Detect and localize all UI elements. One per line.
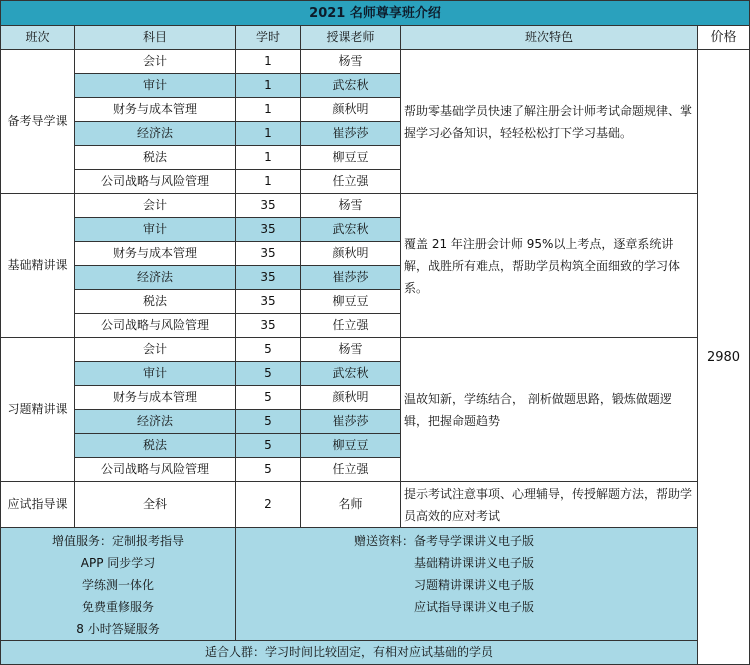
feature-cell: 温故知新，学练结合， 剖析做题思路，锻炼做题逻辑，把握命题趋势 <box>401 338 698 482</box>
table-row <box>1 482 750 528</box>
teacher-cell: 任立强 <box>301 458 401 482</box>
header-subject: 科目 <box>75 26 236 50</box>
feature-cell: 帮助零基础学员快速了解注册会计师考试命题规律、掌握学习必备知识，轻轻松松打下学习基础。 <box>401 50 698 194</box>
subject-cell: 全科 <box>75 482 236 528</box>
teacher-cell: 颜秋明 <box>301 242 401 266</box>
service-item: 免费重修服务 <box>81 600 154 614</box>
subject-cell: 经济法 <box>75 266 236 290</box>
hours-cell: 35 <box>236 266 301 290</box>
class-name: 习题精讲课 <box>1 338 75 482</box>
teacher-cell: 杨雪 <box>301 338 401 362</box>
teacher-cell: 颜秋明 <box>301 98 401 122</box>
teacher-cell: 杨雪 <box>301 194 401 218</box>
hours-cell: 5 <box>236 410 301 434</box>
page-title: 2021 名师尊享班介绍 <box>1 1 750 26</box>
teacher-cell: 颜秋明 <box>301 386 401 410</box>
hours-cell: 1 <box>236 50 301 74</box>
hours-cell: 35 <box>236 242 301 266</box>
class-name: 基础精讲课 <box>1 194 75 338</box>
services-label: 增值服务： <box>51 534 112 548</box>
hours-cell: 5 <box>236 458 301 482</box>
gift-item: 基础精讲课讲义电子版 <box>414 556 535 570</box>
service-item: APP 同步学习 <box>80 556 156 570</box>
header-hours: 学时 <box>236 26 301 50</box>
teacher-cell: 任立强 <box>301 314 401 338</box>
hours-cell: 1 <box>236 98 301 122</box>
table-row <box>1 338 750 362</box>
table-row <box>1 50 750 74</box>
teacher-cell: 武宏秋 <box>301 74 401 98</box>
subject-cell: 税法 <box>75 434 236 458</box>
service-item: 学练测一体化 <box>81 578 154 592</box>
subject-cell: 公司战略与风险管理 <box>75 170 236 194</box>
gift-item: 习题精讲课讲义电子版 <box>414 578 535 592</box>
suitable-row <box>1 641 750 665</box>
hours-cell: 5 <box>236 386 301 410</box>
subject-cell: 会计 <box>75 194 236 218</box>
header-row <box>1 26 750 50</box>
feature-cell: 覆盖 21 年注册会计师 95%以上考点，逐章系统讲解，战胜所有难点，帮助学员构筑全面细致的学习体系。 <box>401 194 698 338</box>
gifts-label: 赠送资料： <box>354 534 415 548</box>
price-cell: 2980 <box>698 50 750 665</box>
subject-cell: 审计 <box>75 74 236 98</box>
hours-cell: 5 <box>236 434 301 458</box>
service-item: 定制报考指导 <box>112 534 185 548</box>
teacher-cell: 武宏秋 <box>301 362 401 386</box>
subject-cell: 公司战略与风险管理 <box>75 314 236 338</box>
teacher-cell: 柳豆豆 <box>301 290 401 314</box>
teacher-cell: 杨雪 <box>301 50 401 74</box>
subject-cell: 公司战略与风险管理 <box>75 458 236 482</box>
subject-cell: 审计 <box>75 218 236 242</box>
teacher-cell: 名师 <box>301 482 401 528</box>
teacher-cell: 武宏秋 <box>301 218 401 242</box>
subject-cell: 经济法 <box>75 410 236 434</box>
hours-cell: 1 <box>236 146 301 170</box>
subject-cell: 税法 <box>75 146 236 170</box>
subject-cell: 会计 <box>75 338 236 362</box>
header-price: 价格 <box>698 26 750 50</box>
hours-cell: 1 <box>236 122 301 146</box>
suitable-audience: 适合人群：学习时间比较固定，有相对应试基础的学员 <box>1 641 698 665</box>
header-teacher: 授课老师 <box>301 26 401 50</box>
hours-cell: 2 <box>236 482 301 528</box>
teacher-cell: 柳豆豆 <box>301 434 401 458</box>
subject-cell: 财务与成本管理 <box>75 98 236 122</box>
teacher-cell: 崔莎莎 <box>301 266 401 290</box>
hours-cell: 35 <box>236 194 301 218</box>
teacher-cell: 崔莎莎 <box>301 410 401 434</box>
hours-cell: 35 <box>236 218 301 242</box>
header-class: 班次 <box>1 26 75 50</box>
hours-cell: 35 <box>236 314 301 338</box>
service-item: 8 小时答疑服务 <box>76 622 160 636</box>
class-name: 应试指导课 <box>1 482 75 528</box>
class-name: 备考导学课 <box>1 50 75 194</box>
hours-cell: 1 <box>236 170 301 194</box>
hours-cell: 5 <box>236 362 301 386</box>
subject-cell: 审计 <box>75 362 236 386</box>
teacher-cell: 柳豆豆 <box>301 146 401 170</box>
hours-cell: 35 <box>236 290 301 314</box>
value-added-services <box>1 528 236 641</box>
teacher-cell: 崔莎莎 <box>301 122 401 146</box>
feature-cell: 提示考试注意事项、心理辅导，传授解题方法，帮助学员高效的应对考试 <box>401 482 698 528</box>
table-row <box>1 194 750 218</box>
gift-materials <box>236 528 698 641</box>
hours-cell: 5 <box>236 338 301 362</box>
hours-cell: 1 <box>236 74 301 98</box>
gift-item: 应试指导课讲义电子版 <box>414 600 535 614</box>
subject-cell: 税法 <box>75 290 236 314</box>
teacher-cell: 任立强 <box>301 170 401 194</box>
services-row <box>1 528 750 641</box>
header-feature: 班次特色 <box>401 26 698 50</box>
subject-cell: 财务与成本管理 <box>75 242 236 266</box>
gift-item: 备考导学课讲义电子版 <box>414 534 535 548</box>
subject-cell: 财务与成本管理 <box>75 386 236 410</box>
subject-cell: 会计 <box>75 50 236 74</box>
subject-cell: 经济法 <box>75 122 236 146</box>
